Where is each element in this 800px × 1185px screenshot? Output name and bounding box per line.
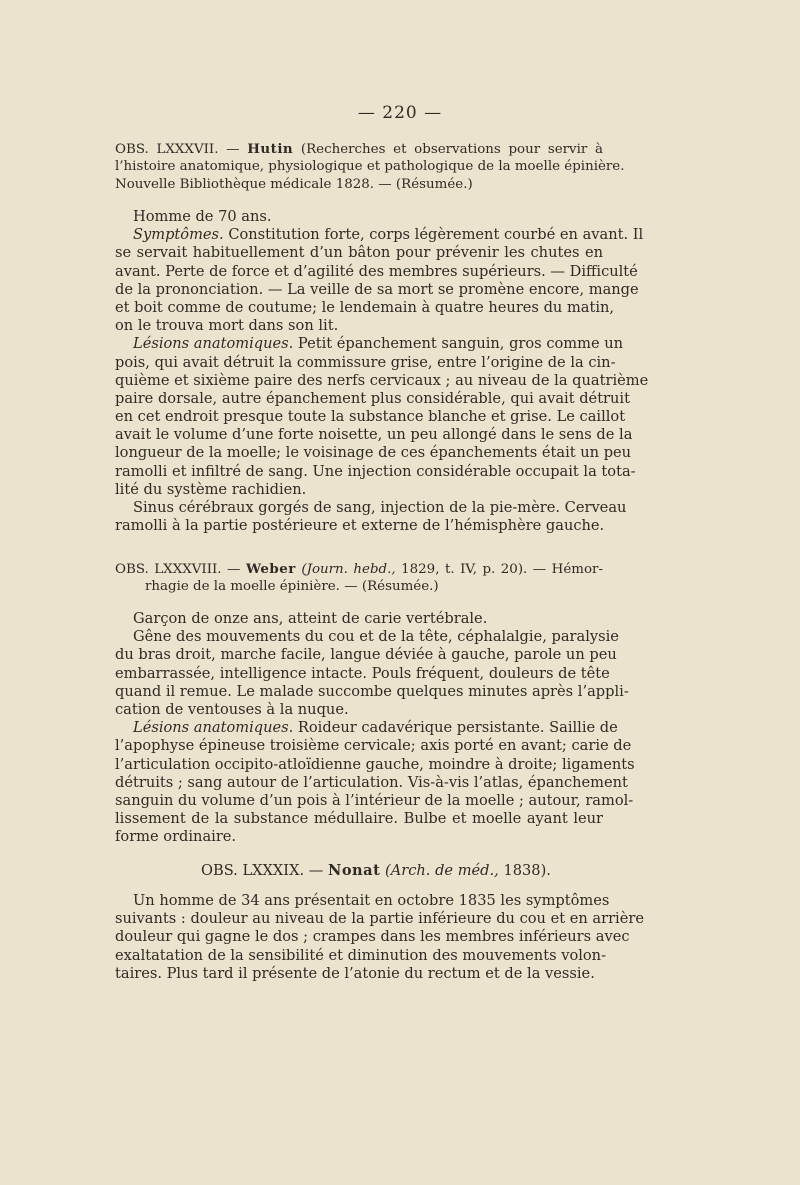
- label-lesions-2: Lésions anatomiques.: [133, 719, 294, 737]
- obs-88-citation: OBS. LXXXVIII. — Weber (Journ. hebd., 1829, t. IV, p. 20). — Hémor- rhagie de la moelle épinière. — (Résumée.): [115, 561, 603, 595]
- obs-89-author: Nonat: [327, 862, 381, 879]
- obs-88-body: Garçon de onze ans, atteint de carie vertébrale. Gêne des mouvements du cou et de la tête, céphalalgie, paralysie du bras droit, marche facile, langue déviée à gauche, parole un peu embarrassée, intelligence intacte. Pouls fréquent, douleurs de tête quand il remue. Le malade succombe quelques minutes après l’appli- cation de ventouses à la nuque. Lésions anatomiques. Roideur cadavérique persistante. Saillie de l’apophyse épineuse troisième cervicale; axis porté en avant; carie de l’articulation occipito-atloïdienne gauche, moindre à droite; ligaments détruits ; sang autour de l’articulation. Vis-à-vis l’atlas, épanchement sanguin du volume d’un pois à l’intérieur de la moelle ; autour, ramol- lissement de la substance médullaire. Bulbe et moelle ayant leur forme ordinaire.: [115, 610, 635, 846]
- page-number: — 220 —: [357, 103, 443, 123]
- obs-87-author: Hutin: [247, 141, 294, 157]
- obs-87-heading: OBS. LXXXVII. —: [115, 142, 240, 157]
- obs-89-citation: OBS. LXXXIX. — Nonat (Arch. de méd., 1838).: [201, 862, 551, 879]
- obs-88-author: Weber: [245, 561, 296, 577]
- label-symptomes: Symptômes.: [133, 226, 224, 244]
- obs-89-body: Un homme de 34 ans présentait en octobre 1835 les symptômes suivants : douleur au niveau de la partie inférieure du cou et en arrière douleur qui gagne le dos ; crampes dans les membres inférieurs avec exaltatation de la sensibilité et diminution des mouvements volon- taires. Plus tard il présente de l’atonie du rectum et de la vessie.: [115, 892, 644, 982]
- obs-87-body: Homme de 70 ans. Symptômes. Constitution forte, corps légèrement courbé en avant. Il se servait habituellement d’un bâton pour prévenir les chutes en avant. Perte de force et d’agilité des membres supérieurs. — Difficulté de la prononciation. — La veille de sa mort se promène encore, mange et boit comme de coutume; le lendemain à quatre heures du matin, on le trouva mort dans son lit. Lésions anatomiques. Petit épanchement sanguin, gros comme un pois, qui avait détruit la commissure grise, entre l’origine de la cin- quième et sixième paire des nerfs cervicaux ; au niveau de la quatrième paire dorsale, autre épanchement plus considérable, qui avait détruit en cet endroit presque toute la substance blanche et grise. Le caillot avait le volume d’une forte noisette, un peu allongé dans le sens de la longueur de la moelle; le voisinage de ces épanchements était un peu ramolli et infiltré de sang. Une injection considérable occupait la tota- lité du système rachidien. Sinus cérébraux gorgés de sang, injection de la pie-mère. Cerveau ramolli à la partie postérieure et externe de l’hémisphère gauche.: [115, 208, 649, 535]
- label-lesions: Lésions anatomiques.: [133, 335, 294, 353]
- obs-87-citation: OBS. LXXXVII. — Hutin (Recherches et observations pour servir à l’histoire anatomique, physiologique et pathologique de la moelle épinière. Nouvelle Bibliothèque médicale 1828. — (Résumée.): [115, 141, 625, 193]
- obs-87: [115, 140, 625, 195]
